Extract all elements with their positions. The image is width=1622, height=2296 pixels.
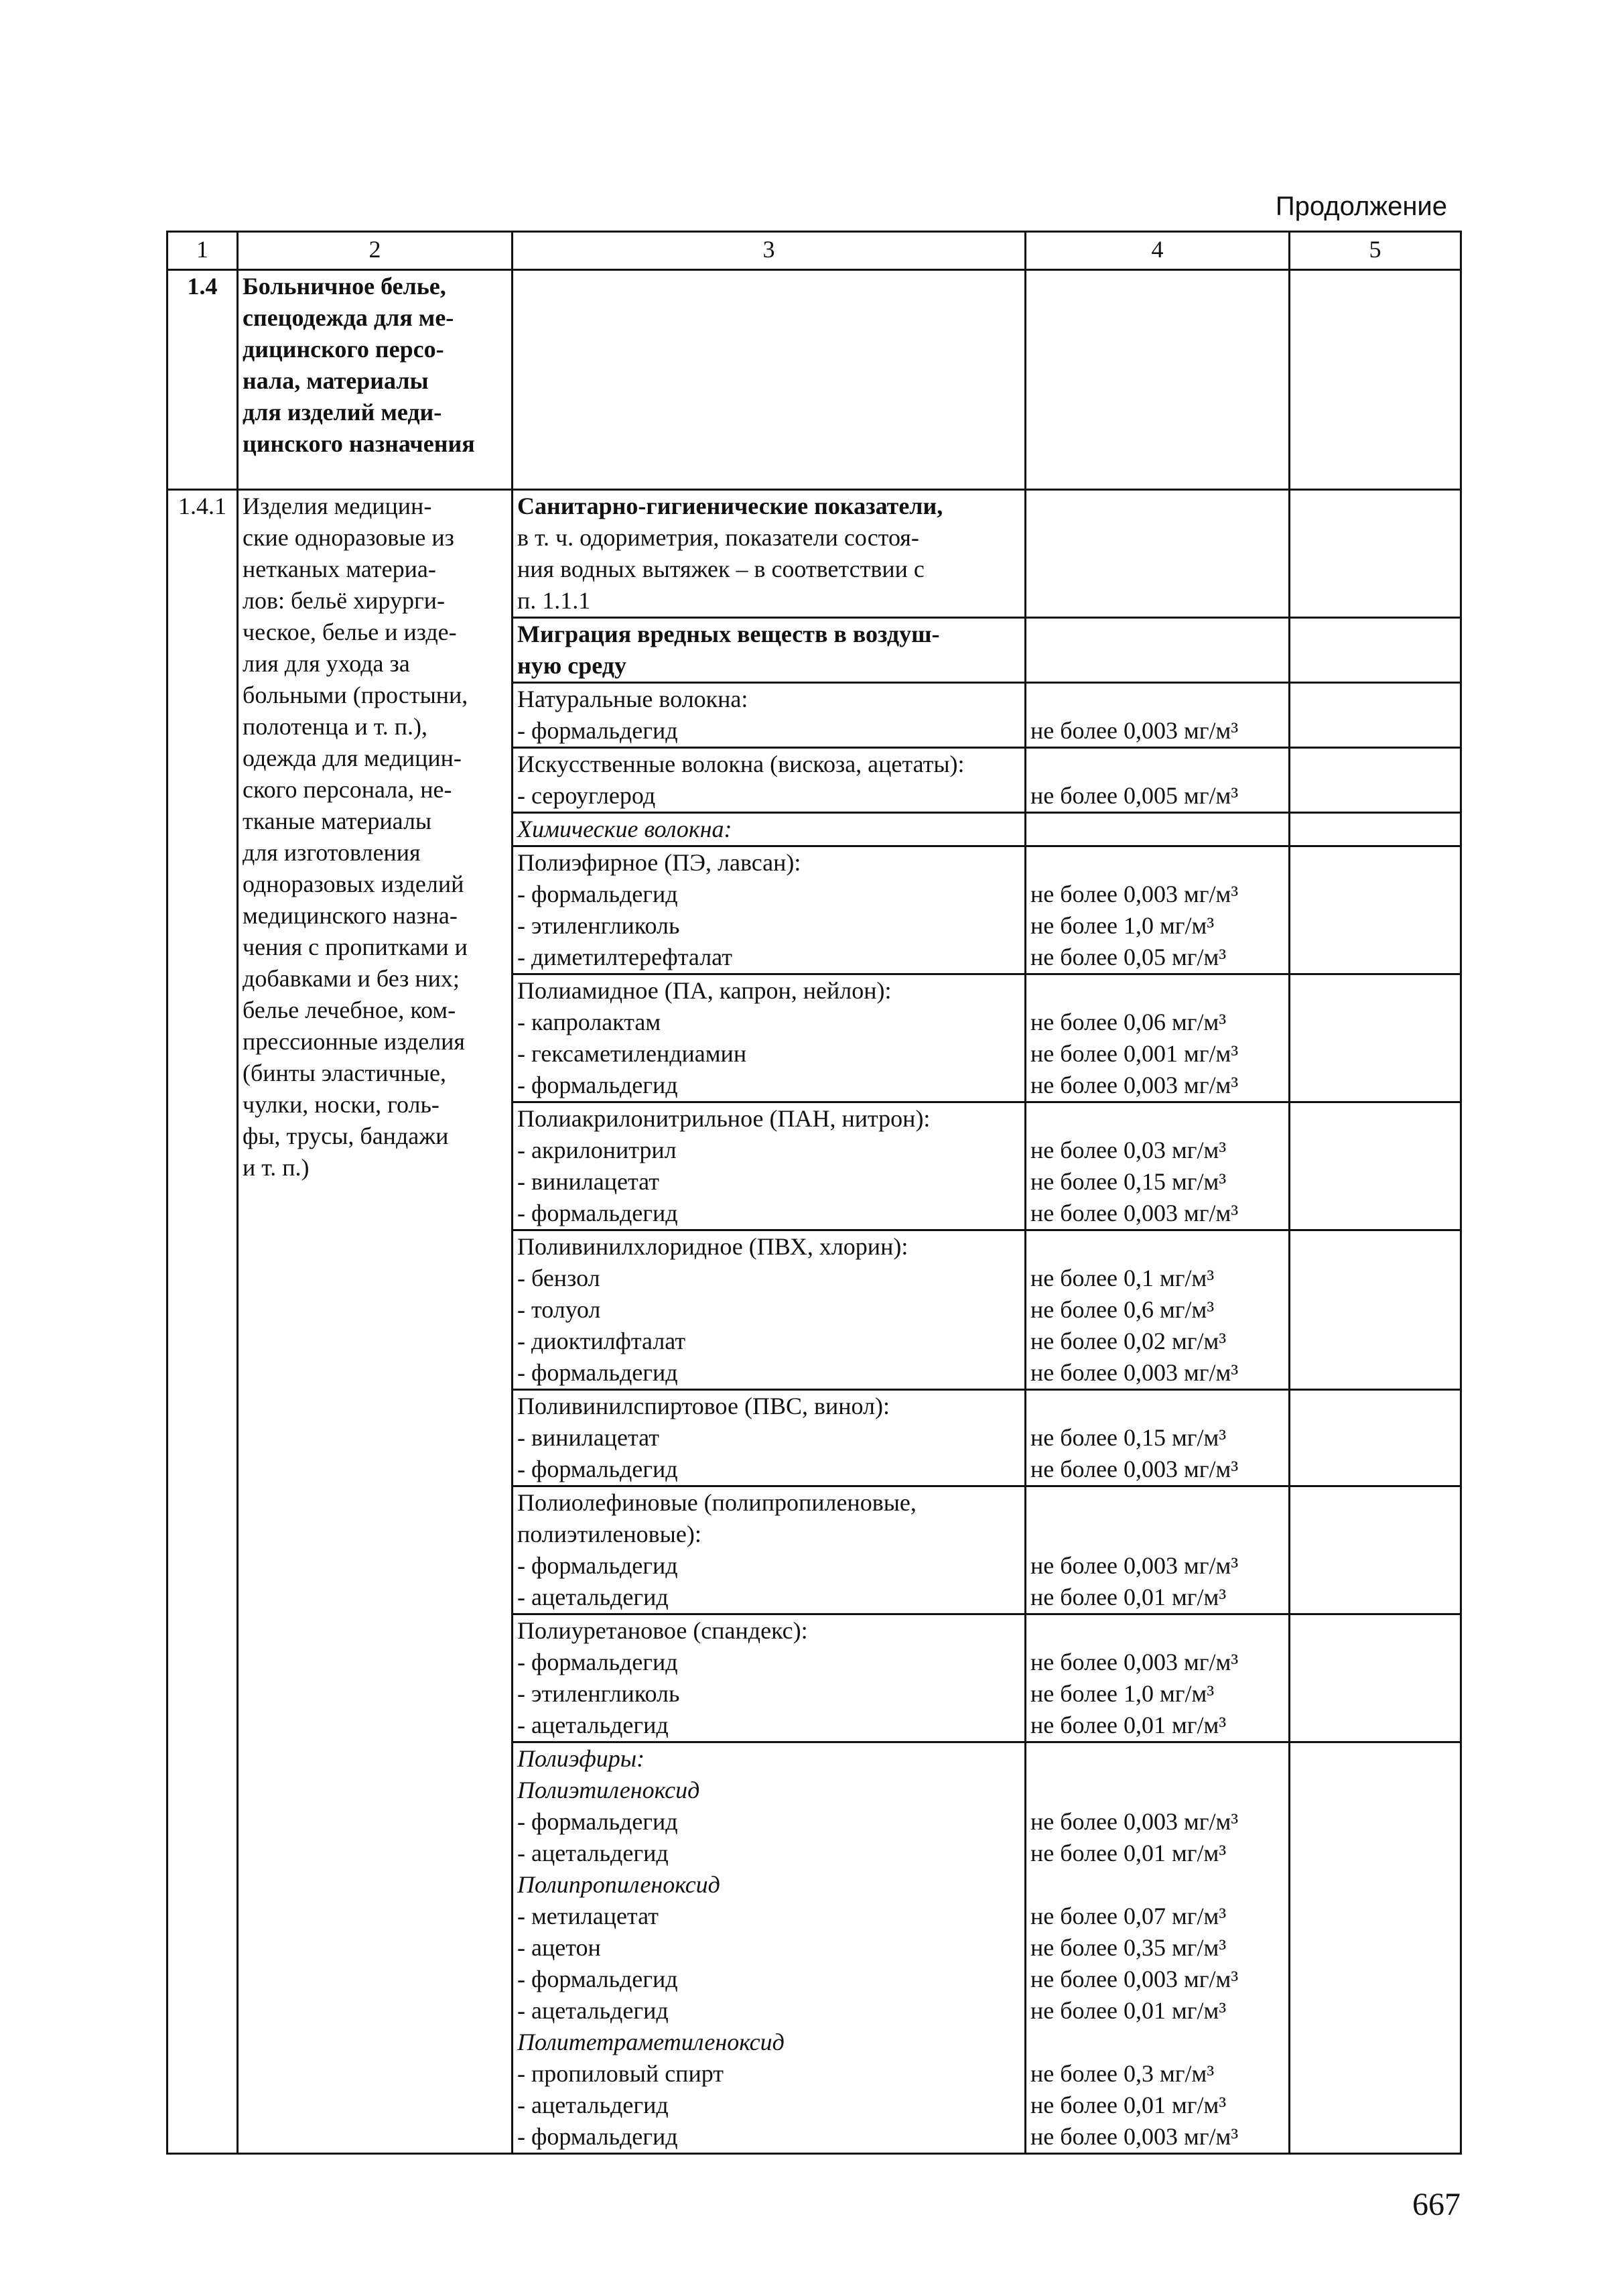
text-line: ную среду <box>517 652 626 679</box>
indicator-cell <box>513 1390 1026 1486</box>
text-line: - ацетальдегид <box>517 1840 669 1866</box>
text-line: не более 1,0 мг/м³ <box>1030 1680 1215 1707</box>
text-line: - толуол <box>517 1296 601 1323</box>
text-line: Политетраметиленоксид <box>517 2029 785 2055</box>
norm-cell <box>1026 1102 1290 1230</box>
text-line: не более 0,003 мг/м³ <box>1030 1552 1239 1579</box>
text-line: чулки, носки, голь- <box>243 1091 440 1118</box>
text-line <box>1030 585 1284 617</box>
text-line: - этиленгликоль <box>517 1680 680 1707</box>
text-line: не более 0,15 мг/м³ <box>1030 1424 1227 1451</box>
indicator-cell <box>513 748 1026 813</box>
text-line: Санитарно-гигиенические показатели, <box>517 493 943 519</box>
text-line <box>1030 1231 1284 1263</box>
text-line <box>1030 1103 1284 1135</box>
notes-cell <box>1290 1390 1461 1486</box>
text-line: - метилацетат <box>517 1903 659 1929</box>
text-line: лия для ухода за <box>243 650 410 677</box>
text-line: - капролактам <box>517 1009 661 1035</box>
text-line: - формальдегид <box>517 881 678 907</box>
text-line: - винилацетат <box>517 1424 659 1451</box>
text-line: не более 0,35 мг/м³ <box>1030 1934 1227 1961</box>
indicator-cell <box>513 490 1026 618</box>
text-line: одноразовых изделий <box>243 871 464 897</box>
text-line <box>1030 847 1284 879</box>
text-line: не более 0,001 мг/м³ <box>1030 1040 1239 1067</box>
norm-cell <box>1026 1486 1290 1614</box>
text-line <box>1030 1869 1284 1901</box>
text-line: Полиэфиры: <box>517 1745 645 1772</box>
text-line: не более 0,06 мг/м³ <box>1030 1009 1227 1035</box>
indicator-cell <box>513 1486 1026 1614</box>
text-line <box>1030 619 1284 650</box>
text-line: Полиакрилонитрильное (ПАН, нитрон): <box>517 1105 931 1132</box>
text-line: - ацетальдегид <box>517 2092 669 2118</box>
page-number: 667 <box>1412 2187 1461 2222</box>
text-line: цинского назначения <box>243 430 475 457</box>
text-line: Изделия медицин- <box>243 493 432 519</box>
text-line: Искусственные волокна (вискоза, ацетаты): <box>517 751 965 777</box>
norm-cell <box>1026 813 1290 846</box>
hygiene-requirements-table <box>166 231 1462 2155</box>
text-line <box>1030 684 1284 715</box>
section-cell-5 <box>1290 270 1461 490</box>
notes-cell <box>1290 1614 1461 1742</box>
text-line: нетканых материа- <box>243 556 436 582</box>
text-line: одежда для медицин- <box>243 745 462 771</box>
indicator-cell <box>513 618 1026 683</box>
text-line: больными (простыни, <box>243 682 468 708</box>
notes-cell <box>1290 1486 1461 1614</box>
indicator-cell <box>513 846 1026 974</box>
text-line <box>1030 650 1284 682</box>
text-line: - диметилтерефталат <box>517 944 732 970</box>
norm-cell <box>1026 683 1290 748</box>
text-line: Полипропиленоксид <box>517 1871 720 1898</box>
text-line: не более 0,003 мг/м³ <box>1030 1649 1239 1675</box>
indicator-cell <box>513 683 1026 748</box>
section-number: 1.4 <box>167 270 238 490</box>
norm-cell <box>1026 1390 1290 1486</box>
text-line <box>1030 1487 1284 1519</box>
text-line: дицинского персо- <box>243 336 444 363</box>
indicator-cell <box>513 1102 1026 1230</box>
norm-cell <box>1026 1742 1290 2154</box>
text-line: п. 1.1.1 <box>517 587 591 614</box>
text-line: - этиленгликоль <box>517 912 680 939</box>
notes-cell <box>1290 1102 1461 1230</box>
text-line: не более 0,005 мг/м³ <box>1030 782 1239 809</box>
text-line: не более 0,003 мг/м³ <box>1030 717 1239 744</box>
text-line: Полиэтиленоксид <box>517 1777 700 1803</box>
text-line: - формальдегид <box>517 717 678 744</box>
norm-cell <box>1026 846 1290 974</box>
text-line: - формальдегид <box>517 1966 678 1992</box>
text-line: не более 0,01 мг/м³ <box>1030 1712 1227 1738</box>
norm-cell <box>1026 974 1290 1102</box>
text-line: Миграция вредных веществ в воздуш- <box>517 621 940 647</box>
text-line <box>1030 749 1284 780</box>
text-line <box>1030 1615 1284 1647</box>
text-line: не более 0,003 мг/м³ <box>1030 1456 1239 1482</box>
text-line: Больничное белье, <box>243 273 446 300</box>
text-line: не более 0,01 мг/м³ <box>1030 1840 1227 1866</box>
text-line: добавками и без них; <box>243 965 460 992</box>
text-line: - ацетальдегид <box>517 1997 669 2024</box>
text-line: ского персонала, не- <box>243 776 452 803</box>
text-line: не более 0,003 мг/м³ <box>1030 1966 1239 1992</box>
text-line <box>1030 814 1284 845</box>
text-line <box>1030 1519 1284 1550</box>
notes-cell <box>1290 490 1461 618</box>
text-line: Поливинилспиртовое (ПВС, винол): <box>517 1393 890 1419</box>
text-line: ния водных вытяжек – в соответствии с <box>517 556 925 582</box>
text-line: не более 0,15 мг/м³ <box>1030 1168 1227 1195</box>
text-line: Полиуретановое (спандекс): <box>517 1617 808 1644</box>
text-line: в т. ч. одориметрия, показатели состоя- <box>517 524 919 551</box>
text-line <box>1030 491 1284 522</box>
text-line: - пропиловый спирт <box>517 2060 724 2087</box>
text-line: нала, материалы <box>243 367 429 394</box>
text-line <box>1030 1743 1284 1775</box>
column-number-2: 2 <box>238 232 513 270</box>
text-line: для изделий меди- <box>243 399 442 426</box>
text-line: - формальдегид <box>517 1552 678 1579</box>
notes-cell <box>1290 974 1461 1102</box>
text-line <box>1030 975 1284 1007</box>
text-line: не более 0,03 мг/м³ <box>1030 1137 1227 1163</box>
text-line: - формальдегид <box>517 1456 678 1482</box>
indicator-row <box>167 490 1461 618</box>
text-line: не более 0,003 мг/м³ <box>1030 1200 1239 1226</box>
text-line: Химические волокна: <box>517 816 732 842</box>
section-row <box>167 270 1461 490</box>
text-line: не более 0,003 мг/м³ <box>1030 1072 1239 1098</box>
text-line: - формальдегид <box>517 1359 678 1386</box>
text-line <box>1030 1775 1284 1806</box>
text-line: не более 0,01 мг/м³ <box>1030 1997 1227 2024</box>
column-number-5: 5 <box>1290 232 1461 270</box>
text-line: не более 0,003 мг/м³ <box>1030 2123 1239 2150</box>
text-line: - формальдегид <box>517 1808 678 1835</box>
text-line: не более 0,05 мг/м³ <box>1030 944 1227 970</box>
text-line: - гексаметилендиамин <box>517 1040 747 1067</box>
text-line: Полиамидное (ПА, капрон, нейлон): <box>517 977 892 1004</box>
text-line: фы, трусы, бандажи <box>243 1123 449 1149</box>
notes-cell <box>1290 748 1461 813</box>
text-line: - формальдегид <box>517 1200 678 1226</box>
text-line: ские одноразовые из <box>243 524 454 551</box>
text-line: не более 0,003 мг/м³ <box>1030 881 1239 907</box>
text-line: - акрилонитрил <box>517 1137 677 1163</box>
text-line: - сероуглерод <box>517 782 656 809</box>
notes-cell <box>1290 846 1461 974</box>
indicator-cell <box>513 1742 1026 2154</box>
text-line: (бинты эластичные, <box>243 1060 447 1086</box>
norm-cell <box>1026 1614 1290 1742</box>
column-number-4: 4 <box>1026 232 1290 270</box>
text-line: Полиолефиновые (полипропиленовые, <box>517 1489 917 1516</box>
section-title <box>238 270 513 490</box>
item-number: 1.4.1 <box>167 490 238 2154</box>
text-line <box>1030 522 1284 554</box>
norm-cell <box>1026 490 1290 618</box>
text-line <box>1030 1391 1284 1422</box>
text-line: - винилацетат <box>517 1168 659 1195</box>
column-number-3: 3 <box>513 232 1026 270</box>
text-line: не более 0,003 мг/м³ <box>1030 1808 1239 1835</box>
notes-cell <box>1290 1230 1461 1390</box>
text-line: не более 0,01 мг/м³ <box>1030 2092 1227 2118</box>
text-line: не более 0,3 мг/м³ <box>1030 2060 1215 2087</box>
text-line: медицинского назна- <box>243 902 458 929</box>
text-line: - формальдегид <box>517 1649 678 1675</box>
text-line: - ацетон <box>517 1934 601 1961</box>
text-line: для изготовления <box>243 839 421 866</box>
indicator-cell <box>513 813 1026 846</box>
notes-cell <box>1290 618 1461 683</box>
indicator-cell <box>513 1230 1026 1390</box>
text-line: полотенца и т. п.), <box>243 713 428 740</box>
text-line: не более 0,02 мг/м³ <box>1030 1328 1227 1354</box>
notes-cell <box>1290 1742 1461 2154</box>
notes-cell <box>1290 683 1461 748</box>
text-line: - формальдегид <box>517 2123 678 2150</box>
notes-cell <box>1290 813 1461 846</box>
text-line: - ацетальдегид <box>517 1584 669 1610</box>
text-line: - ацетальдегид <box>517 1712 669 1738</box>
text-line: белье лечебное, ком- <box>243 997 456 1023</box>
text-line: и т. п.) <box>243 1154 310 1181</box>
continuation-label: Продолжение <box>1275 192 1447 221</box>
indicator-cell <box>513 1614 1026 1742</box>
column-number-1: 1 <box>167 232 238 270</box>
text-line: спецодежда для ме- <box>243 304 454 331</box>
text-line: Полиэфирное (ПЭ, лавсан): <box>517 849 801 876</box>
text-line: - диоктилфталат <box>517 1328 686 1354</box>
text-line: не более 0,6 мг/м³ <box>1030 1296 1215 1323</box>
text-line: не более 0,01 мг/м³ <box>1030 1584 1227 1610</box>
column-number-row <box>167 232 1461 270</box>
text-line: ческое, белье и изде- <box>243 619 457 645</box>
text-line: Натуральные волокна: <box>517 686 748 712</box>
text-line: Поливинилхлоридное (ПВХ, хлорин): <box>517 1233 908 1260</box>
text-line: не более 0,1 мг/м³ <box>1030 1265 1215 1291</box>
text-line: - формальдегид <box>517 1072 678 1098</box>
text-line: не более 0,003 мг/м³ <box>1030 1359 1239 1386</box>
text-line: не более 0,07 мг/м³ <box>1030 1903 1227 1929</box>
norm-cell <box>1026 748 1290 813</box>
text-line <box>1030 2027 1284 2058</box>
text-line: лов: бельё хирурги- <box>243 587 445 614</box>
norm-cell <box>1026 1230 1290 1390</box>
indicator-cell <box>513 974 1026 1102</box>
text-line: прессионные изделия <box>243 1028 465 1055</box>
text-line: полиэтиленовые): <box>517 1521 701 1547</box>
text-line: не более 1,0 мг/м³ <box>1030 912 1215 939</box>
item-description <box>238 490 513 2154</box>
text-line: чения с пропитками и <box>243 934 468 960</box>
section-cell-3 <box>513 270 1026 490</box>
text-line: - бензол <box>517 1265 600 1291</box>
section-cell-4 <box>1026 270 1290 490</box>
text-line: тканые материалы <box>243 808 432 834</box>
text-line <box>1030 554 1284 585</box>
norm-cell <box>1026 618 1290 683</box>
